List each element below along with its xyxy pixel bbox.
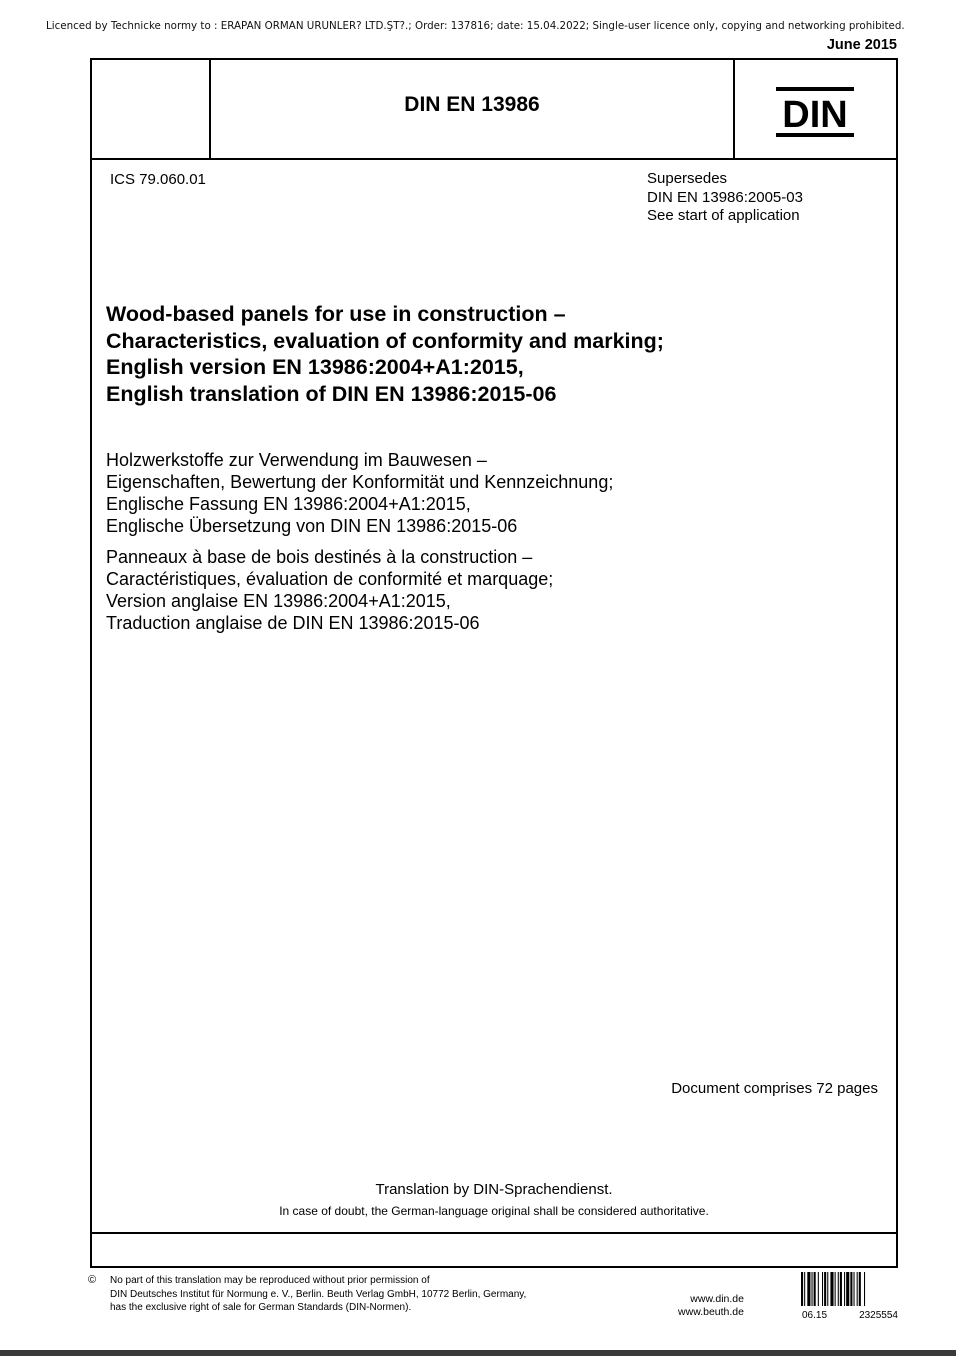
ics-code: ICS 79.060.01 [110, 171, 206, 188]
barcode-bar [801, 1272, 803, 1306]
copyright-line: No part of this translation may be reproduced without prior permission of [110, 1275, 430, 1286]
website-links [678, 1293, 744, 1319]
supersedes-reference: DIN EN 13986:2005-03 [647, 188, 803, 206]
barcode-bar [850, 1272, 852, 1306]
authoritative-note: In case of doubt, the German-language original shall be considered authoritative. [279, 1204, 709, 1218]
barcode-bar [814, 1272, 816, 1306]
title-en-line: Characteristics, evaluation of conformity and marking; [106, 328, 664, 353]
barcode-number: 2325554 [859, 1310, 898, 1321]
title-french [106, 546, 866, 634]
barcode-bar [804, 1272, 805, 1306]
din-website-link[interactable]: www.din.de [690, 1293, 744, 1305]
title-english [106, 301, 866, 407]
barcode-bar [864, 1272, 865, 1306]
copyright-notice [110, 1274, 526, 1315]
translation-note: Translation by DIN-Sprachendienst. [375, 1181, 613, 1198]
din-logo-text: DIN [782, 94, 848, 136]
window-bottom-edge [0, 1350, 956, 1356]
title-german [106, 449, 866, 537]
barcode-bar [859, 1272, 861, 1306]
page-count-note: Document comprises 72 pages [671, 1080, 878, 1097]
barcode-bar [807, 1272, 810, 1306]
barcode-bar [824, 1272, 826, 1306]
title-de-line: Eigenschaften, Bewertung der Konformität und Kennzeichnung; [106, 472, 614, 492]
barcode-bar [846, 1272, 849, 1306]
barcode-bar [830, 1272, 833, 1306]
barcode-bar [840, 1272, 842, 1306]
barcode-bar [844, 1272, 845, 1306]
barcode-bar [857, 1272, 858, 1306]
copyright-line: has the exclusive right of sale for German Standards (DIN-Normen). [110, 1302, 412, 1313]
barcode-bar [838, 1272, 839, 1306]
barcode-bar [818, 1272, 819, 1306]
barcode-bar [827, 1272, 828, 1306]
title-fr-line: Traduction anglaise de DIN EN 13986:2015-06 [106, 613, 480, 633]
title-de-line: Englische Fassung EN 13986:2004+A1:2015, [106, 494, 471, 514]
title-fr-line: Version anglaise EN 13986:2004+A1:2015, [106, 591, 451, 611]
barcode-bar [835, 1272, 836, 1306]
supersedes-label: Supersedes [647, 170, 728, 187]
title-en-line: English version EN 13986:2004+A1:2015, [106, 355, 524, 379]
title-fr-line: Caractéristiques, évaluation de conformité et marquage; [106, 569, 554, 589]
header-divider-right [733, 60, 735, 158]
document-number: DIN EN 13986 [404, 93, 540, 116]
title-fr-line: Panneaux à base de bois destinés à la construction – [106, 547, 533, 567]
barcode-bar [822, 1272, 823, 1306]
barcode-bar [812, 1272, 813, 1306]
barcode-bar [854, 1272, 855, 1306]
title-en-line: English translation of DIN EN 13986:2015-06 [106, 381, 557, 406]
barcode-date: 06.15 [802, 1310, 828, 1321]
copyright-line: DIN Deutsches Institut für Normung e. V., Berlin. Beuth Verlag GmbH, 10772 Berlin, Germany, [110, 1288, 527, 1300]
cover-frame [90, 58, 898, 1268]
header-box [92, 60, 896, 160]
title-de-line: Holzwerkstoffe zur Verwendung im Bauwesen – [106, 450, 487, 470]
title-de-line: Englische Übersetzung von DIN EN 13986:2015-06 [106, 516, 518, 536]
barcode [801, 1272, 898, 1306]
supersedes-block [647, 170, 803, 226]
publication-date: June 2015 [826, 37, 897, 53]
licence-note: Licenced by Technicke normy to : ERAPAN ORMAN ÜRÜNLER? LTD.ŞT?.; Order: 137816; date: 15.04.2022; Single-user licence only, copying and networking prohibited. [46, 20, 905, 32]
din-logo [776, 87, 854, 137]
title-en-line: Wood-based panels for use in construction – [106, 302, 566, 326]
beuth-website-link[interactable]: www.beuth.de [678, 1306, 744, 1318]
supersedes-note: See start of application [647, 207, 800, 224]
copyright-icon: © [88, 1274, 97, 1286]
footer-divider [92, 1232, 896, 1234]
